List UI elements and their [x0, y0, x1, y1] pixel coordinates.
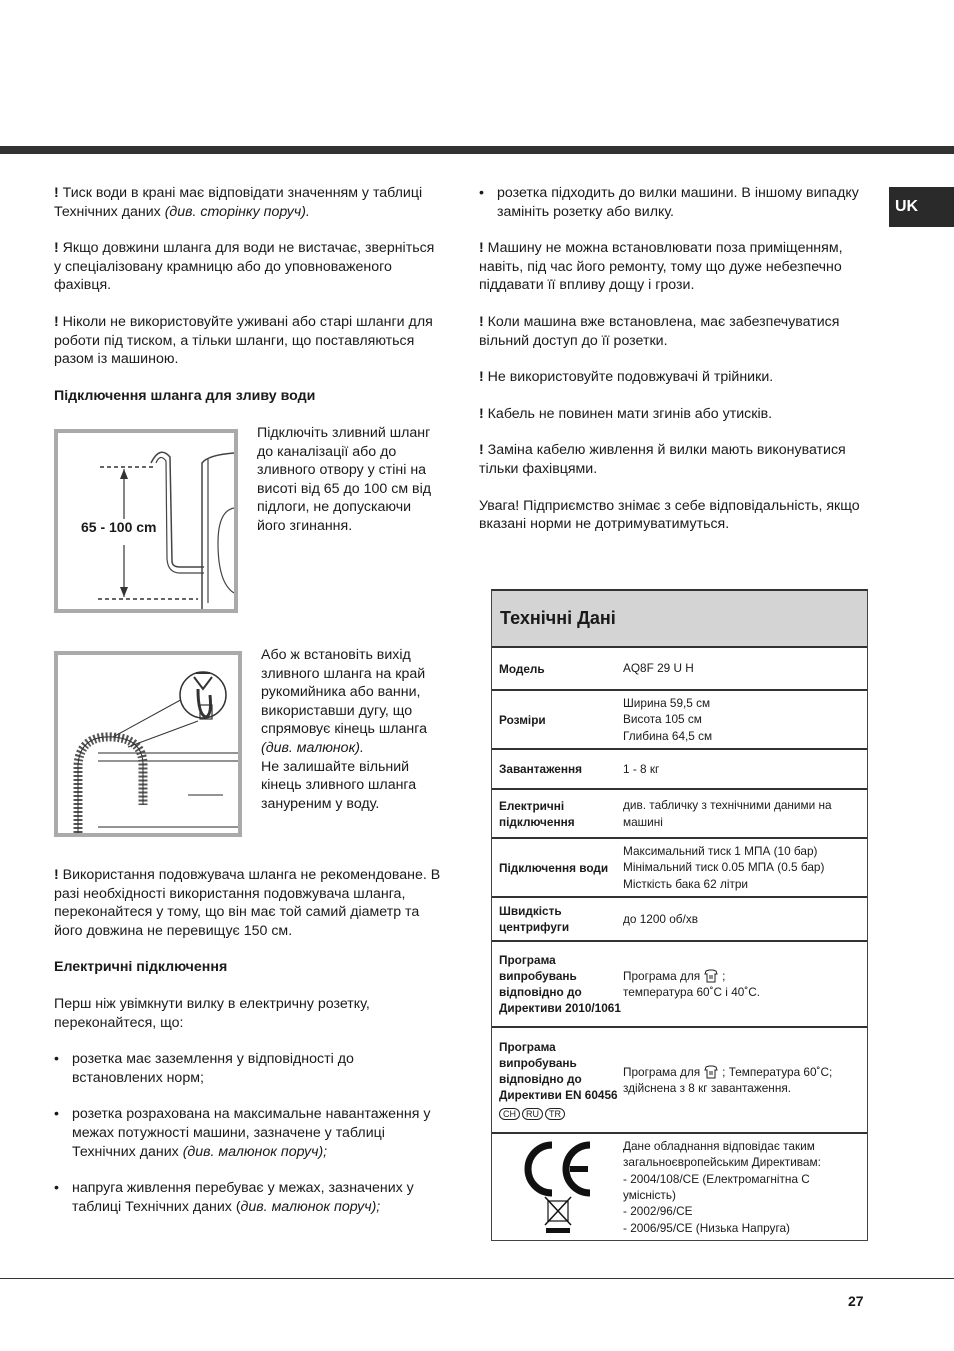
table-row: Завантаження 1 - 8 кг — [492, 750, 867, 790]
table-row: Підключення води Максимальний тиск 1 МПА (10 бар) Мінімальний тиск 0.05 МПА (0.5 бар) Місткість бака 62 літри — [492, 839, 867, 898]
left-column-top — [54, 184, 442, 405]
table-row: Швидкість центрифуги до 1200 об/хв — [492, 898, 867, 942]
electrical-heading: Електричні підключення — [54, 959, 228, 976]
cotton-program-icon — [704, 969, 718, 983]
pressure-warning: ! Тиск води в крані має відповідати значенням у таблиці Технічних даних (див. сторінку поруч). — [54, 185, 423, 220]
list-item: • розетка розрахована на максимальне навантаження у межах потужності машини, зазначене у таблиці Технічних даних (див. малюнок поруч); — [54, 1106, 431, 1160]
left-column-bottom — [54, 866, 442, 1216]
sink-hose-illustration — [58, 655, 238, 833]
old-hose-warning: ! Ніколи не використовуйте уживані або старі шланги для роботи під тиском, а тільки шланги, що поставляються разом із машиною. — [54, 313, 433, 368]
right-column — [479, 184, 867, 534]
country-badges: CH RU TR — [499, 1105, 623, 1121]
table-row: Програма випробувань відповідно до Директиви EN 60456 CH RU TR Програма для ; Температура 60˚C; здійснена з 8 кг завантаження. — [492, 1028, 867, 1134]
table-row: Програма випробувань відповідно до Директиви 2010/1061 Програма для ; температура 60˚C і 40˚C. — [492, 942, 867, 1028]
hose-length-warning: ! Якщо довжини шланга для води не вистачає, зверніться у спеціалізовану крамницю або до уповноваженого фахівця. — [54, 240, 435, 294]
cable-replacement-note: ! Заміна кабелю живлення й вилки мають виконуватися тільки фахівцями. — [479, 442, 846, 477]
tech-data-table — [491, 589, 868, 1241]
outdoor-warning: ! Машину не можна встановлювати поза приміщенням, навіть, під час його ремонту, тому що дуже небезпечно піддавати її впливу дощу і грози. — [479, 240, 843, 294]
cotton-program-icon — [704, 1065, 718, 1079]
table-row: Розміри Ширина 59,5 см Висота 105 см Глибина 64,5 см — [492, 691, 867, 750]
page-number: 27 — [848, 1293, 864, 1309]
list-item: • розетка підходить до вилки машини. В іншому випадку замініть розетку або вилку. — [479, 185, 859, 220]
extension-hose-warning: ! Використання подовжувача шланга не рекомендоване. В разі необхідності використання подовжувача шланга, переконайтеся у тому, що він має той самий діаметр та його довжина не перевищує 150 см. — [54, 867, 441, 939]
sink-drain-figure — [54, 651, 242, 837]
drain-heading: Підключення шланга для зливу води — [54, 387, 316, 404]
socket-access-note: ! Коли машина вже встановлена, має забезпечуватися вільний доступ до її розетки. — [479, 313, 840, 349]
cable-bend-note: ! Кабель не повинен мати згинів або утисків. — [479, 405, 773, 422]
table-row: Електричні підключення див. табличку з технічними даними на машині — [492, 790, 867, 839]
drain-wall-instructions: Підключіть зливний шланг до каналізації або до зливного отвору у стіні на висоті від 65 до 100 см від підлоги, не допускаючи його згинання. — [257, 425, 431, 534]
list-item: • напруга живлення перебуває у межах, зазначених у таблиці Технічних даних (див. малюнок поруч); — [54, 1180, 414, 1215]
height-range-label: 65 - 100 cm — [81, 519, 157, 535]
table-row: Дане обладнання відповідає таким загальноєвропейським Директивам: - 2004/108/CE (Електромагнітна С умісність) - 2002/96/CE - 2006/95/CE (Низька Напруга) — [492, 1134, 867, 1240]
ce-mark-icon — [518, 1139, 598, 1235]
table-title: Технічні Дані — [492, 591, 867, 648]
liability-note: Увага! Підприємство знімає з себе відповідальність, якщо вказані норми не дотримуватимуться. — [479, 497, 860, 533]
language-tab: UK — [889, 187, 954, 227]
drain-height-figure — [54, 429, 238, 613]
bottom-rule — [0, 1278, 954, 1279]
no-extension-note: ! Не використовуйте подовжувачі й трійники. — [479, 369, 774, 386]
sink-drain-instructions: Або ж встановіть вихід зливного шланга на край рукомийника або ванни, використавши дугу, що спрямовує кінець шланга (див. малюнок). Не залишайте вільний кінець зливного шланга зануреним у воду. — [261, 647, 428, 812]
table-row: Модель AQ8F 29 U H — [492, 648, 867, 691]
top-rule — [0, 146, 954, 154]
electrical-intro: Перш ніж увімкнути вилку в електричну розетку, переконайтеся, що: — [54, 995, 370, 1031]
list-item: • розетка має заземлення у відповідності до встановлених норм; — [54, 1051, 354, 1086]
